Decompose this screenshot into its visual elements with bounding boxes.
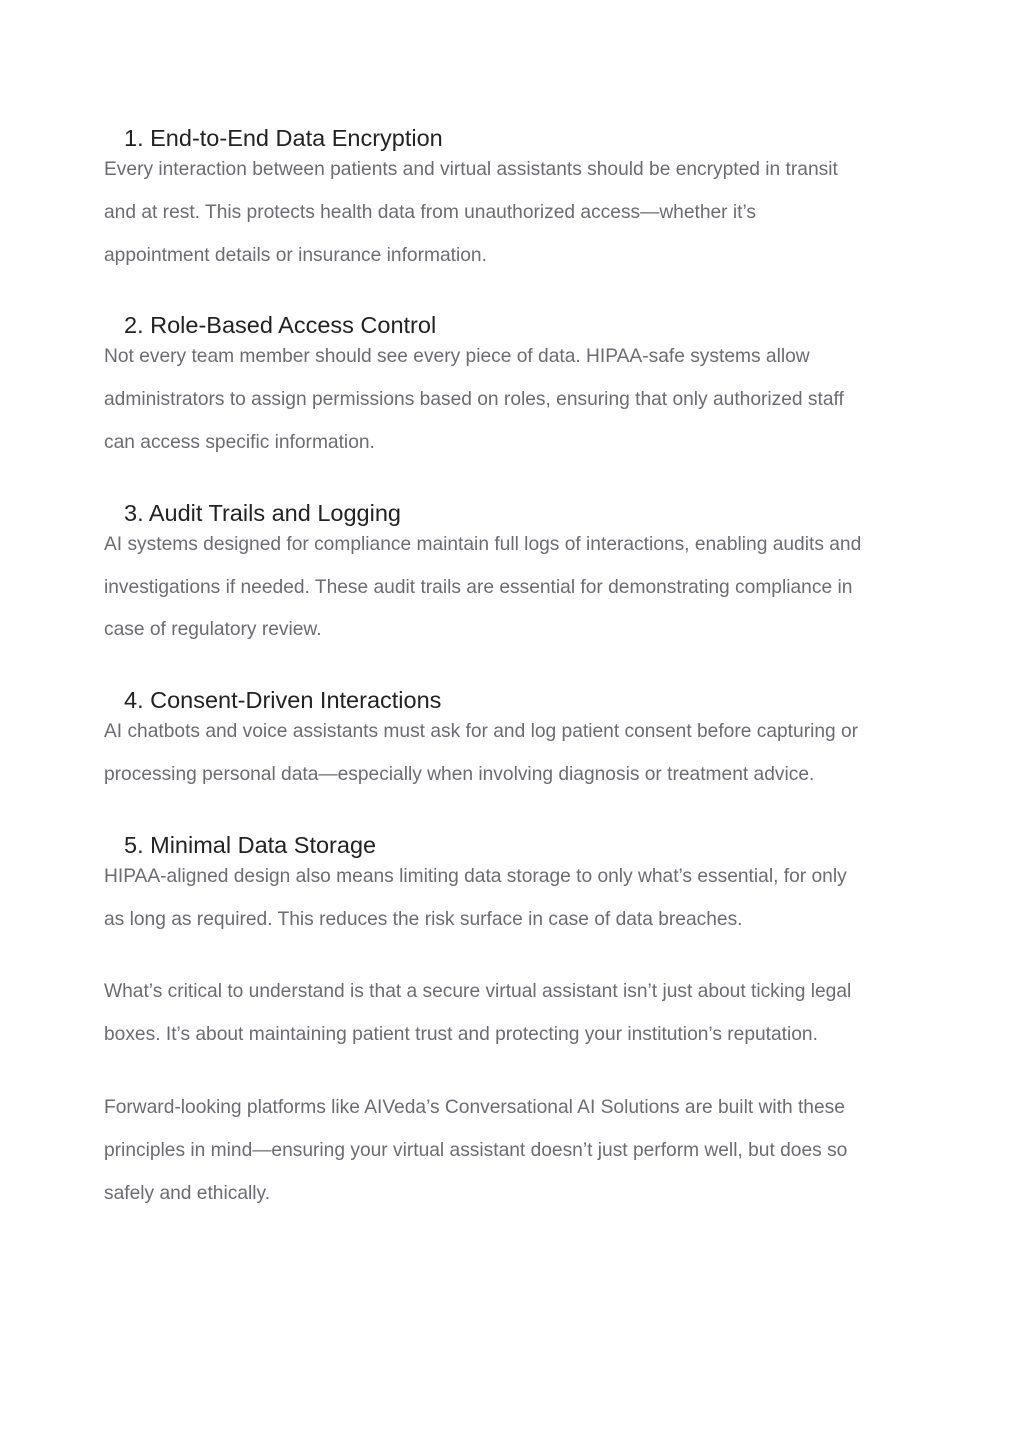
paragraph-line: Not every team member should see every piece of data. HIPAA-safe systems allow: [104, 346, 810, 368]
section-heading: 4. Consent-Driven Interactions: [124, 687, 442, 714]
section-encryption: [104, 123, 934, 277]
paragraph-line: HIPAA-aligned design also means limiting data storage to only what’s essential, for only: [104, 865, 847, 887]
document-body: [104, 123, 934, 1215]
closing-paragraph-trust: [104, 971, 934, 1057]
paragraph-line: case of regulatory review.: [104, 619, 322, 641]
section-access-control: [104, 310, 934, 464]
section-heading: 5. Minimal Data Storage: [124, 831, 377, 858]
section-heading: 2. Role-Based Access Control: [124, 312, 437, 339]
paragraph-line: can access specific information.: [104, 431, 375, 453]
paragraph-line: processing personal data—especially when involving diagnosis or treatment advice.: [104, 763, 815, 785]
paragraph-line: Every interaction between patients and virtual assistants should be encrypted in transit: [104, 159, 838, 180]
section-consent: [104, 685, 934, 797]
section-paragraph: [104, 149, 934, 277]
section-minimal-storage: [104, 830, 934, 942]
section-paragraph: [104, 336, 934, 464]
paragraph-line: and at rest. This protects health data from unauthorized access—whether it’s: [104, 201, 757, 223]
paragraph-line: principles in mind—ensuring your virtual assistant doesn’t just perform well, but does so: [104, 1139, 848, 1161]
paragraph-line: What’s critical to understand is that a secure virtual assistant isn’t just about ticking legal: [104, 981, 852, 1003]
paragraph-line: safely and ethically.: [104, 1182, 271, 1204]
section-heading: 3. Audit Trails and Logging: [124, 499, 401, 526]
paragraph-line: as long as required. This reduces the risk surface in case of data breaches.: [104, 908, 743, 930]
paragraph-line: investigations if needed. These audit trails are essential for demonstrating compliance in: [104, 576, 853, 598]
section-paragraph: [104, 524, 934, 652]
section-heading: 1. End-to-End Data Encryption: [124, 125, 443, 151]
paragraph-line: AI chatbots and voice assistants must ask for and log patient consent before capturing or: [104, 721, 859, 743]
paragraph-line: AI systems designed for compliance maintain full logs of interactions, enabling audits and: [104, 533, 862, 555]
paragraph-line: appointment details or insurance information.: [104, 244, 487, 266]
paragraph-line: boxes. It’s about maintaining patient trust and protecting your institution’s reputation.: [104, 1024, 818, 1046]
closing-paragraph-platforms: [104, 1087, 934, 1215]
section-paragraph: [104, 711, 934, 797]
section-audit-trails: [104, 498, 934, 652]
section-paragraph: [104, 856, 934, 942]
paragraph-line: administrators to assign permissions based on roles, ensuring that only authorized staff: [104, 389, 844, 411]
paragraph-line: Forward-looking platforms like AIVeda’s Conversational AI Solutions are built with these: [104, 1096, 845, 1118]
